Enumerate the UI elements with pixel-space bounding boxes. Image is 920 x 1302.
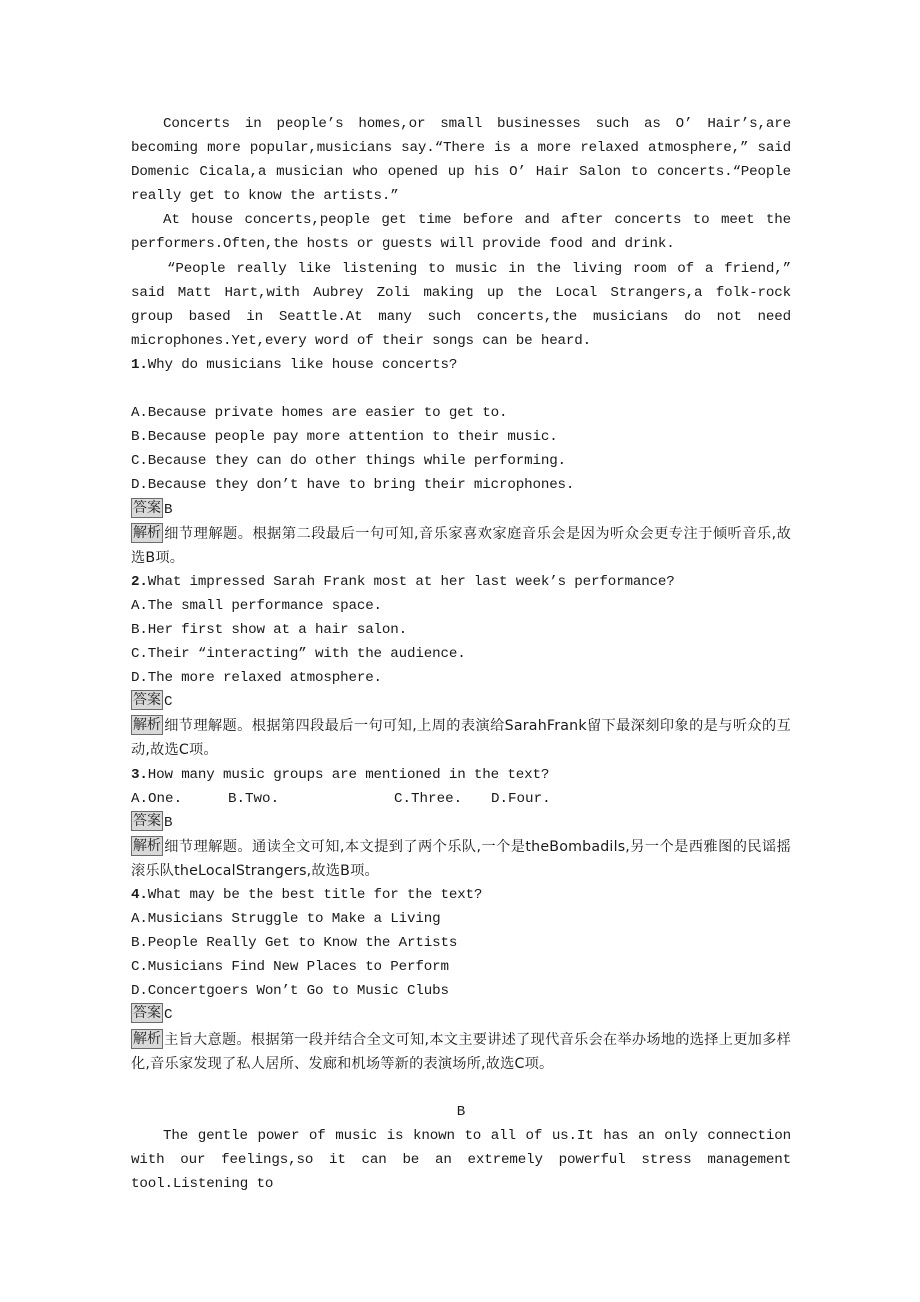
question-1 (131, 353, 791, 377)
question-text: What impressed Sarah Frank most at her last week’s performance? (147, 573, 675, 590)
analysis-label: 解析 (133, 1030, 161, 1047)
analysis-text: 细节理解题。根据第四段最后一句可知,上周的表演给SarahFrank留下最深刻印象的是与听众的互动,故选C项。 (131, 718, 791, 759)
option-b: B.Because people pay more attention to their music. (131, 429, 558, 446)
analysis-text: 细节理解题。通读全文可知,本文提到了两个乐队,一个是theBombadils,另一个是西雅图的民谣摇滚乐队theLocalStrangers,故选B项。 (131, 838, 791, 879)
option-a: A.The small performance space. (131, 597, 382, 614)
answer-value: B (164, 814, 173, 831)
passage-a-paragraph-2: At house concerts,people get time before and after concerts to meet the performers.Often,the hosts or guests will provide food and drink. (131, 212, 791, 253)
option-d: D.The more relaxed atmosphere. (131, 670, 382, 687)
passage-a-paragraph-3: “People really like listening to music in the living room of a friend,” said Matt Hart,with Aubrey Zoli making up the Local Strangers,a folk-rock group based in Seattle.At many such concerts,the musicians do not need microphones.Yet,every word of their songs can be heard. (131, 260, 791, 349)
answer-value: C (164, 694, 173, 711)
question-2 (131, 570, 791, 594)
answer-label: 答案 (133, 1005, 161, 1022)
answer-line (131, 811, 791, 835)
option-d: D.Concertgoers Won’t Go to Music Clubs (131, 983, 449, 1000)
question-number: 1. (131, 356, 148, 373)
answer-line (131, 498, 791, 522)
analysis-block (131, 835, 791, 883)
answer-value: B (164, 501, 173, 518)
option-c: C.Musicians Find New Places to Perform (131, 959, 449, 976)
question-number: 2. (131, 573, 148, 590)
answer-line (131, 1003, 791, 1027)
option-a: A.Because private homes are easier to get to. (131, 405, 508, 422)
analysis-block (131, 714, 791, 762)
analysis-label: 解析 (133, 717, 161, 734)
section-title-b: B (456, 1103, 466, 1120)
question-number: 4. (131, 887, 148, 903)
option-b: B.Two. (228, 790, 280, 807)
question-text: What may be the best title for the text? (147, 887, 483, 903)
option-b: B.People Really Get to Know the Artists (131, 935, 458, 952)
question-3 (131, 763, 791, 787)
answer-label: 答案 (133, 692, 161, 709)
analysis-label: 解析 (133, 524, 161, 541)
option-c: C.Because they can do other things while performing. (131, 453, 566, 470)
option-d: D.Four. (491, 790, 551, 807)
analysis-block (131, 522, 791, 570)
answer-label: 答案 (133, 499, 161, 516)
analysis-block (131, 1028, 791, 1076)
analysis-label: 解析 (133, 837, 161, 854)
document-page (131, 112, 791, 1196)
analysis-text: 细节理解题。根据第二段最后一句可知,音乐家喜欢家庭音乐会是因为听众会更专注于倾听音乐,故选B项。 (131, 525, 791, 566)
passage-a-paragraph-1: Concerts in people’s homes,or small businesses such as O’ Hair’s,are becoming more popular,musicians say.“There is a more relaxed atmosphere,” said Domenic Cicala,a musician who opened up his O’ Hair Salon to concerts.“People really get to know the artists.” (131, 116, 791, 205)
answer-value: C (164, 1007, 173, 1024)
option-c: C.Three. (394, 790, 463, 807)
answer-line (131, 690, 791, 714)
answer-label: 答案 (133, 812, 161, 829)
option-a: A.One. (131, 790, 183, 807)
option-c: C.Their “interacting” with the audience. (131, 646, 466, 663)
passage-b-paragraph-1: The gentle power of music is known to all of us.It has an only connection with our feelings,so it can be an extremely powerful stress management tool.Listening to (131, 1127, 791, 1193)
option-d: D.Because they don’t have to bring their microphones. (131, 477, 575, 494)
question-text: How many music groups are mentioned in the text? (147, 766, 550, 783)
question-4 (131, 883, 791, 907)
question-text: Why do musicians like house concerts? (147, 356, 458, 373)
question-number: 3. (131, 766, 148, 783)
option-b: B.Her first show at a hair salon. (131, 621, 408, 638)
blank-line (131, 377, 791, 401)
options-row (131, 787, 791, 811)
analysis-text: 主旨大意题。根据第一段并结合全文可知,本文主要讲述了现代音乐会在举办场地的选择上更加多样化,音乐家发现了私人居所、发廊和机场等新的表演场所,故选C项。 (131, 1031, 791, 1072)
option-a: A.Musicians Struggle to Make a Living (131, 911, 441, 928)
